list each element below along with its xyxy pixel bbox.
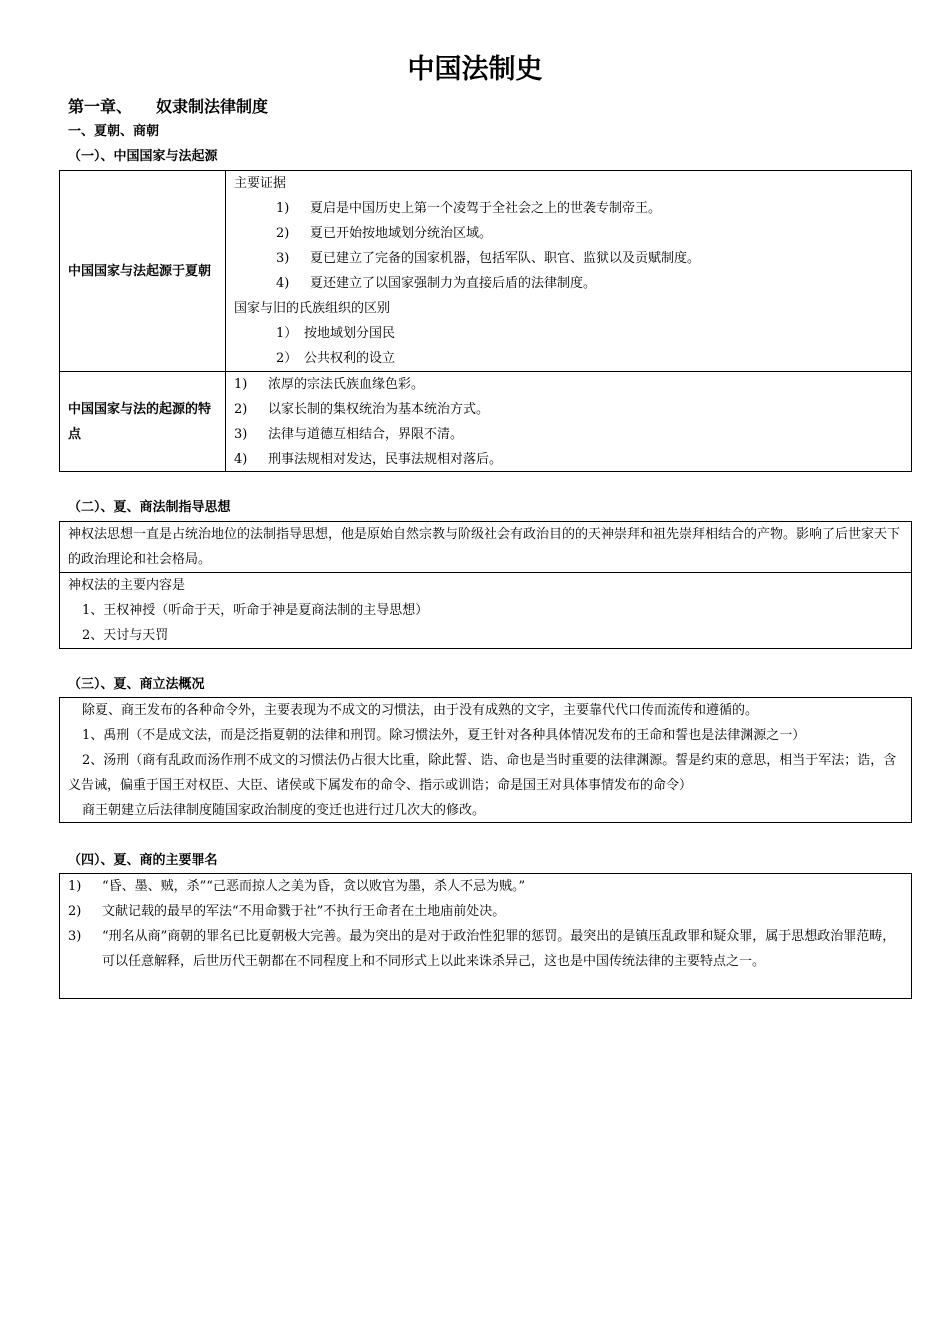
- crimes-box: [59, 873, 912, 999]
- section-heading: 一、夏朝、商朝: [68, 124, 160, 139]
- table-row: [60, 572, 911, 648]
- table-row: [60, 522, 911, 572]
- paragraph: 2、汤刑（商有乱政而汤作刑不成文的习惯法仍占很大比重，除此誓、诰、命也是当时重要的法律渊源。誓是约束的意思，相当于军法；诰，含义告诫，偏重于国王对权臣、大臣、诸侯或下属发布的命令、指示或训诰；命是国王对具体事情发布的命令）: [68, 753, 897, 793]
- list-item: 1) “昏、墨、贼，杀”“己恶而掠人之美为昏，贪以败官为墨，杀人不忌为贼。”: [68, 879, 526, 894]
- list-item: 1、王权神授（听命于天，听命于神是夏商法制的主导思想）: [82, 603, 429, 618]
- page-title: 中国法制史: [407, 54, 543, 85]
- row-label: 中国国家与法起源于夏朝: [60, 171, 226, 371]
- ideology-table: [59, 521, 912, 649]
- subsection-heading-3: （三）、夏、商立法概况: [68, 677, 205, 692]
- list-item: 2） 公共权利的设立: [276, 351, 396, 366]
- paragraph: 除夏、商王发布的各种命令外，主要表现为不成文的习惯法，由于没有成熟的文字，主要靠代代口传而流传和遵循的。: [82, 703, 759, 718]
- list-item: 2) 以家长制的集权统治为基本统治方式。: [234, 402, 490, 417]
- subsection-heading-1: （一）、中国国家与法起源: [68, 149, 218, 164]
- subsection-heading-4: （四）、夏、商的主要罪名: [68, 853, 218, 868]
- list-intro: 神权法的主要内容是: [68, 578, 186, 593]
- list-item: 2) 夏已开始按地域划分统治区域。: [276, 226, 493, 241]
- paragraph: 1、禹刑（不是成文法，而是泛指夏朝的法律和刑罚。除习惯法外，夏王针对各种具体情况发布的王命和誓也是法律渊源之一）: [82, 728, 806, 743]
- row-content: [226, 171, 911, 371]
- list-item: 1） 按地域划分国民: [276, 326, 396, 341]
- row-content: [60, 573, 436, 648]
- ideology-paragraph: 神权法思想一直是占统治地位的法制指导思想，他是原始自然宗教与阶级社会有政治目的的天神崇拜和祖先崇拜相结合的产物。影响了后世家天下的政治理论和社会格局。: [68, 527, 901, 567]
- legislation-box: [59, 697, 912, 823]
- subsection-heading-2: （二）、夏、商法制指导思想: [68, 500, 231, 515]
- list-item: 4) 刑事法规相对发达，民事法规相对落后。: [234, 452, 503, 467]
- list-item: 3) “刑名从商”商朝的罪名已比夏朝极大完善。最为突出的是对于政治性犯罪的惩罚。最突出的是镇压乱政罪和疑众罪，属于思想政治罪范畴，可以任意解释，后世历代王朝都在不同程度上和不同形式上以此来诛杀异己，这也是中国传统法律的主要特点之一。: [68, 929, 896, 969]
- crimes-list: [60, 874, 911, 974]
- list-item: 1) 夏启是中国历史上第一个凌驾于全社会之上的世袭专制帝王。: [276, 201, 662, 216]
- paragraph: 商王朝建立后法律制度随国家政治制度的变迁也进行过几次大的修改。: [82, 803, 486, 818]
- evidence-intro: 主要证据: [234, 176, 287, 191]
- list-item: 4) 夏还建立了以国家强制力为直接后盾的法律制度。: [276, 276, 597, 291]
- row-content: [226, 372, 911, 471]
- row-label: 中国国家与法的起源的特点: [60, 372, 226, 471]
- list-item: 1) 浓厚的宗法氏族血缘色彩。: [234, 377, 425, 392]
- table-row: [60, 171, 911, 371]
- list-item: 3) 夏已建立了完备的国家机器，包括军队、职官、监狱以及贡赋制度。: [276, 251, 701, 266]
- diff-intro: 国家与旧的氏族组织的区别: [234, 301, 391, 316]
- list-item: 2、天讨与天罚: [82, 628, 169, 643]
- origin-table: [59, 170, 912, 472]
- chapter-heading: [68, 95, 268, 119]
- chapter-name: 奴隶制法律制度: [156, 97, 269, 116]
- list-item: 2) 文献记载的最早的军法“不用命戮于社”不执行王命者在土地庙前处决。: [68, 904, 506, 919]
- table-row: [60, 371, 911, 471]
- chapter-label: 第一章、: [68, 97, 133, 116]
- list-item: 3) 法律与道德互相结合，界限不清。: [234, 427, 464, 442]
